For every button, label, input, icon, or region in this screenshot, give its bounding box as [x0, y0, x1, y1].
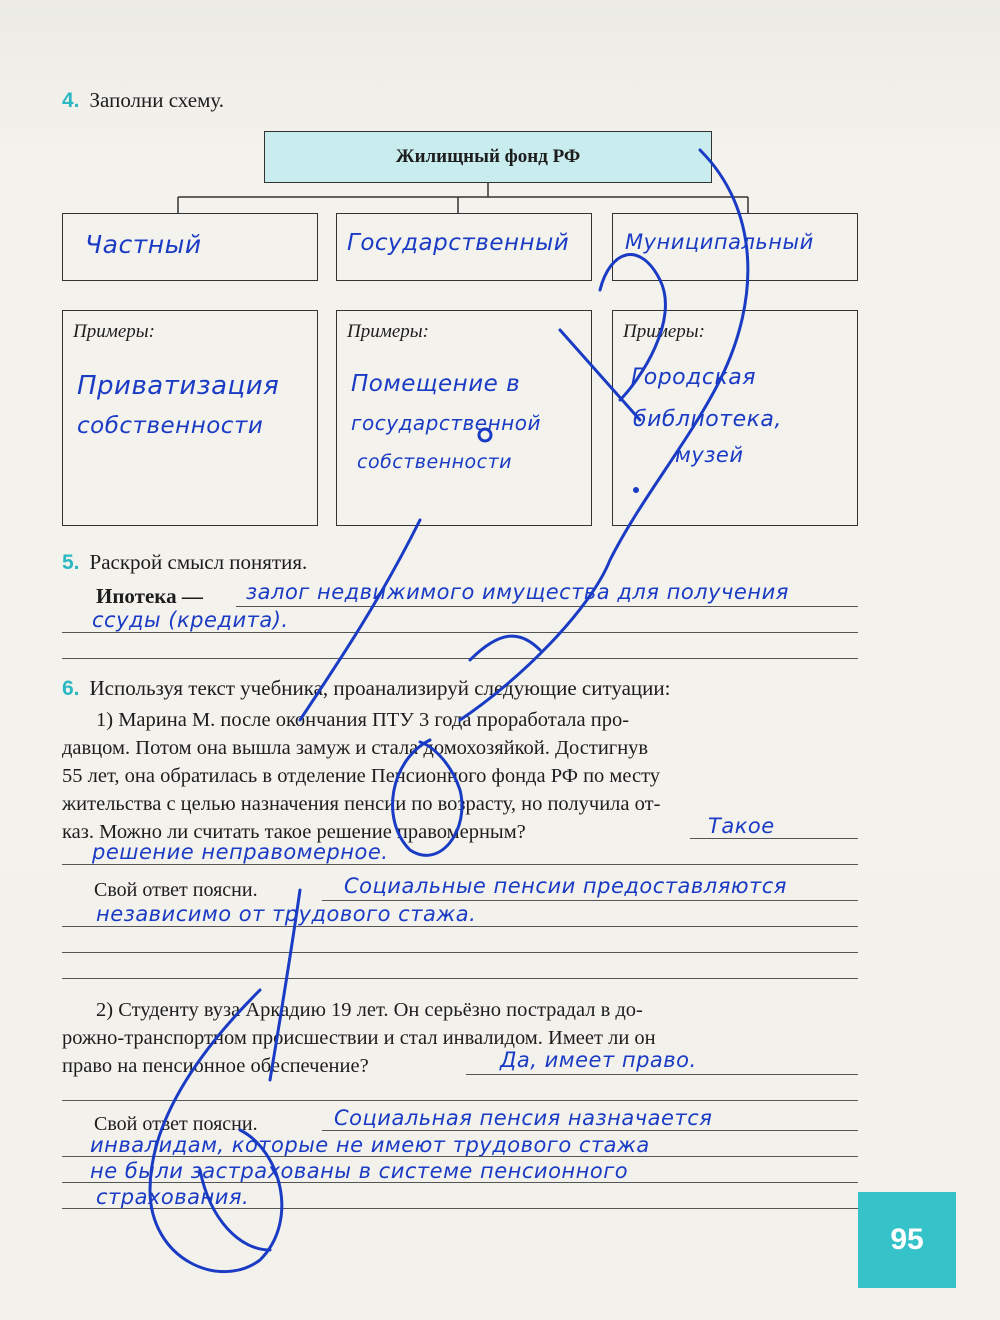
explain-label-1: Свой ответ поясни. [94, 879, 258, 901]
situation2-explain-2: инвалидам, которые не имеют трудового стажа [90, 1133, 650, 1157]
examples-caption: Примеры: [73, 321, 155, 342]
task4-title: Заполни схему. [89, 88, 225, 112]
term-mortgage: Ипотека — [96, 584, 203, 608]
mortgage-answer-line2: ссуды (кредита). [92, 608, 289, 632]
example-state-line2: государственной [351, 411, 541, 435]
example-state-line1: Помещение в [351, 371, 521, 397]
situation1-answer-a: Такое [708, 814, 775, 838]
situation2-text [62, 996, 858, 1080]
examples-box-private [62, 310, 318, 526]
type-box-municipal [612, 213, 858, 281]
task5-heading [62, 550, 307, 575]
situation2-line: 2) Студенту вуза Аркадию 19 лет. Он серьёзно пострадал в до- [96, 999, 643, 1021]
type-state-answer: Государственный [347, 230, 570, 256]
type-box-private [62, 213, 318, 281]
answer-line [322, 900, 858, 901]
answer-line [62, 632, 858, 633]
situation1-line: жительства с целью назначения пенсии по возрасту, но получила от- [62, 793, 661, 815]
answer-line [322, 1130, 858, 1131]
situation2-explain-4: страхования. [96, 1185, 250, 1209]
answer-line [62, 1100, 858, 1101]
task6-number: 6. [62, 677, 80, 700]
example-municipal-line3: музей [675, 443, 744, 467]
situation1-line: 1) Марина М. после окончания ПТУ 3 года проработала про- [96, 709, 630, 731]
type-municipal-answer: Муниципальный [625, 230, 814, 254]
answer-line [236, 606, 858, 607]
situation1-explain-2: независимо от трудового стажа. [96, 902, 477, 926]
situation1-explain-1: Социальные пенсии предоставляются [344, 874, 787, 898]
housing-fund-title: Жилищный фонд РФ [395, 146, 581, 167]
page-number-value: 95 [890, 1223, 924, 1256]
answer-line [62, 1208, 858, 1209]
answer-line [62, 1156, 858, 1157]
page-number [858, 1192, 956, 1288]
example-municipal-line1: Городская [631, 365, 756, 390]
example-municipal-line2: библиотека, [633, 407, 782, 432]
task5-number: 5. [62, 551, 80, 574]
answer-line [690, 838, 858, 839]
answer-line [466, 1074, 858, 1075]
situation1-line: 55 лет, она обратилась в отделение Пенсионного фонда РФ по месту [62, 765, 661, 787]
mortgage-answer-line1: залог недвижимого имущества для получения [246, 580, 789, 604]
situation2-explain-3: не были застрахованы в системе пенсионного [90, 1159, 629, 1183]
answer-line [62, 978, 858, 979]
situation1-line: каз. Можно ли считать такое решение правомерным? [62, 821, 526, 843]
answer-line [62, 864, 858, 865]
example-state-line3: собственности [357, 451, 513, 473]
situation1-answer-b: решение неправомерное. [92, 840, 389, 864]
task5-title: Раскрой смысл понятия. [89, 550, 308, 574]
examples-box-municipal [612, 310, 858, 526]
example-private-line1: Приватизация [77, 371, 280, 401]
answer-line [62, 658, 858, 659]
examples-box-state [336, 310, 592, 526]
situation2-line: рожно-транспортном происшествии и стал инвалидом. Имеет ли он [62, 1027, 656, 1049]
type-box-state [336, 213, 592, 281]
answer-line [62, 952, 858, 953]
answer-line [62, 1182, 858, 1183]
explain-label-2: Свой ответ поясни. [94, 1113, 258, 1135]
answer-line [62, 926, 858, 927]
task6-heading [62, 676, 670, 701]
situation1-line: давцом. Потом она вышла замуж и стала домохозяйкой. Достигнув [62, 737, 649, 759]
examples-caption: Примеры: [347, 321, 429, 342]
task6-title: Используя текст учебника, проанализируй следующие ситуации: [89, 676, 671, 700]
type-private-answer: Частный [85, 230, 202, 259]
situation2-line: право на пенсионное обеспечение? [62, 1055, 369, 1077]
situation2-answer: Да, имеет право. [500, 1048, 697, 1072]
task4-number: 4. [62, 89, 80, 112]
examples-caption: Примеры: [623, 321, 705, 342]
example-private-line2: собственности [77, 413, 264, 439]
situation2-explain-1: Социальная пенсия назначается [334, 1106, 713, 1130]
